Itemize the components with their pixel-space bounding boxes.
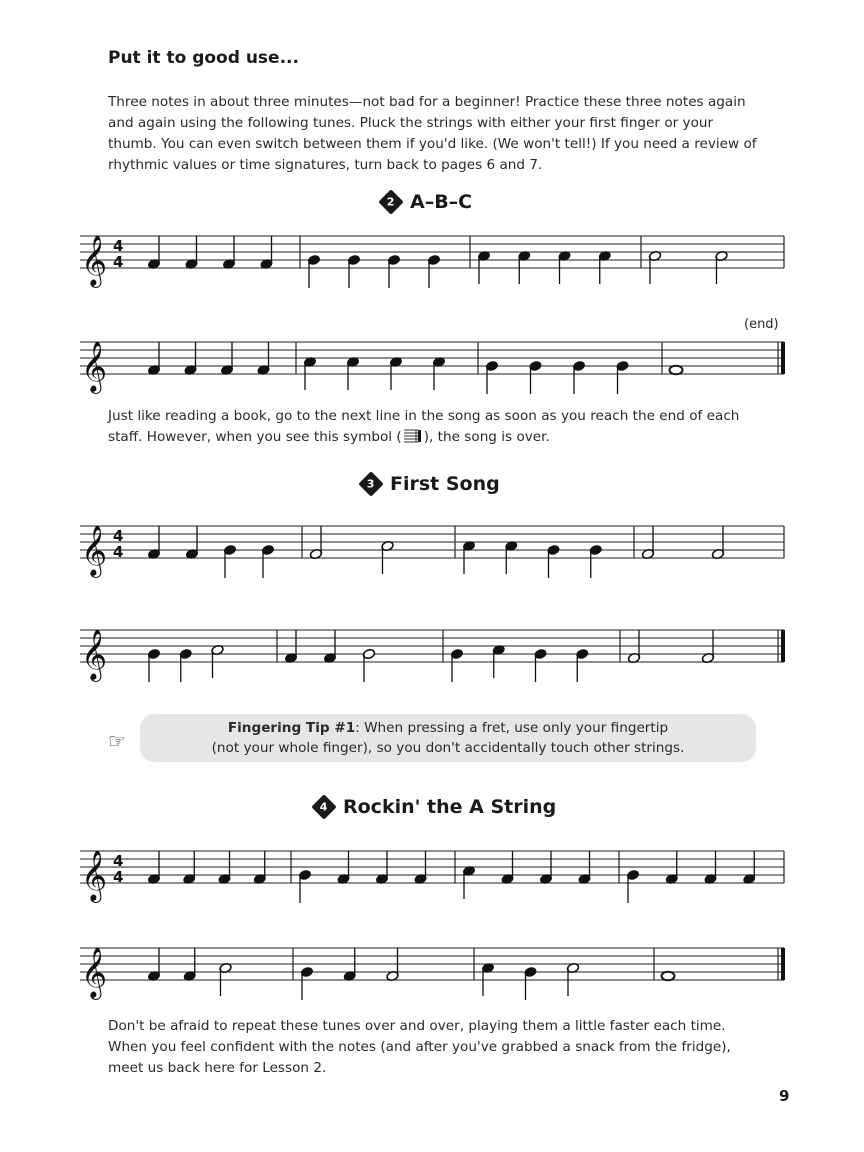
outro-paragraph: Don't be afraid to repeat these tunes over and over, playing them a little faster each time. When you feel confident with the notes (and after you've grabbed a snack from the fridge), meet us back here for Lesson 2. — [108, 1018, 731, 1076]
song-title-text: Rockin' the A String — [343, 796, 557, 818]
intro-paragraph: Three notes in about three minutes—not bad for a beginner! Practice these three notes again and again using the following tunes. Pluck the strings with either your first finger or your thumb. You can even switch between them if you'd like. (We won't tell!) If you need a review of rhythmic values or time signatures, turn back to pages 6 and 7. — [108, 94, 757, 173]
end-symbol-text-after: ), the song is over. — [423, 429, 550, 445]
tip-line-2: (not your whole finger), so you don't accidentally touch other strings. — [211, 740, 685, 756]
tip-line-1: Fingering Tip #1: When pressing a fret, use only your fingertip — [227, 720, 669, 736]
whole-note — [670, 366, 683, 375]
time-signature-top: 4 — [113, 852, 124, 870]
time-signature-bottom: 4 — [113, 253, 124, 271]
song-number-badge: 4 — [311, 794, 336, 819]
treble-clef-icon: 𝄞 — [81, 235, 108, 286]
end-label: (end) — [744, 317, 779, 332]
final-barline — [781, 948, 785, 980]
time-signature-top: 4 — [113, 527, 124, 545]
page-number: 9 — [779, 1087, 790, 1105]
fingering-tip-box — [140, 714, 756, 762]
section-heading: Put it to good use... — [108, 48, 299, 68]
end-symbol-text-before: Just like reading a book, go to the next line in the song as soon as you reach the end of each staff. However, when you see this symbol ( — [108, 408, 740, 445]
final-barline — [781, 342, 785, 374]
song-title-text: First Song — [390, 473, 500, 495]
whole-note — [662, 972, 675, 981]
final-barline-icon — [404, 429, 422, 443]
treble-clef-icon: 𝄞 — [81, 947, 108, 998]
song-title-text: A–B–C — [410, 191, 473, 213]
treble-clef-icon: 𝄞 — [81, 850, 108, 901]
time-signature-bottom: 4 — [113, 868, 124, 886]
song-number-badge: 2 — [378, 189, 403, 214]
time-signature-bottom: 4 — [113, 543, 124, 561]
song-title-3 — [362, 473, 500, 495]
treble-clef-icon: 𝄞 — [81, 525, 108, 576]
time-signature-top: 4 — [113, 237, 124, 255]
final-barline — [781, 630, 785, 662]
tip-label: Fingering Tip #1 — [227, 720, 356, 736]
song-title-4 — [315, 796, 556, 818]
end-symbol-paragraph — [108, 406, 768, 448]
pointing-hand-icon: ☞ — [108, 729, 126, 753]
treble-clef-icon: 𝄞 — [81, 341, 108, 392]
song-number-badge: 3 — [358, 471, 383, 496]
treble-clef-icon: 𝄞 — [81, 629, 108, 680]
